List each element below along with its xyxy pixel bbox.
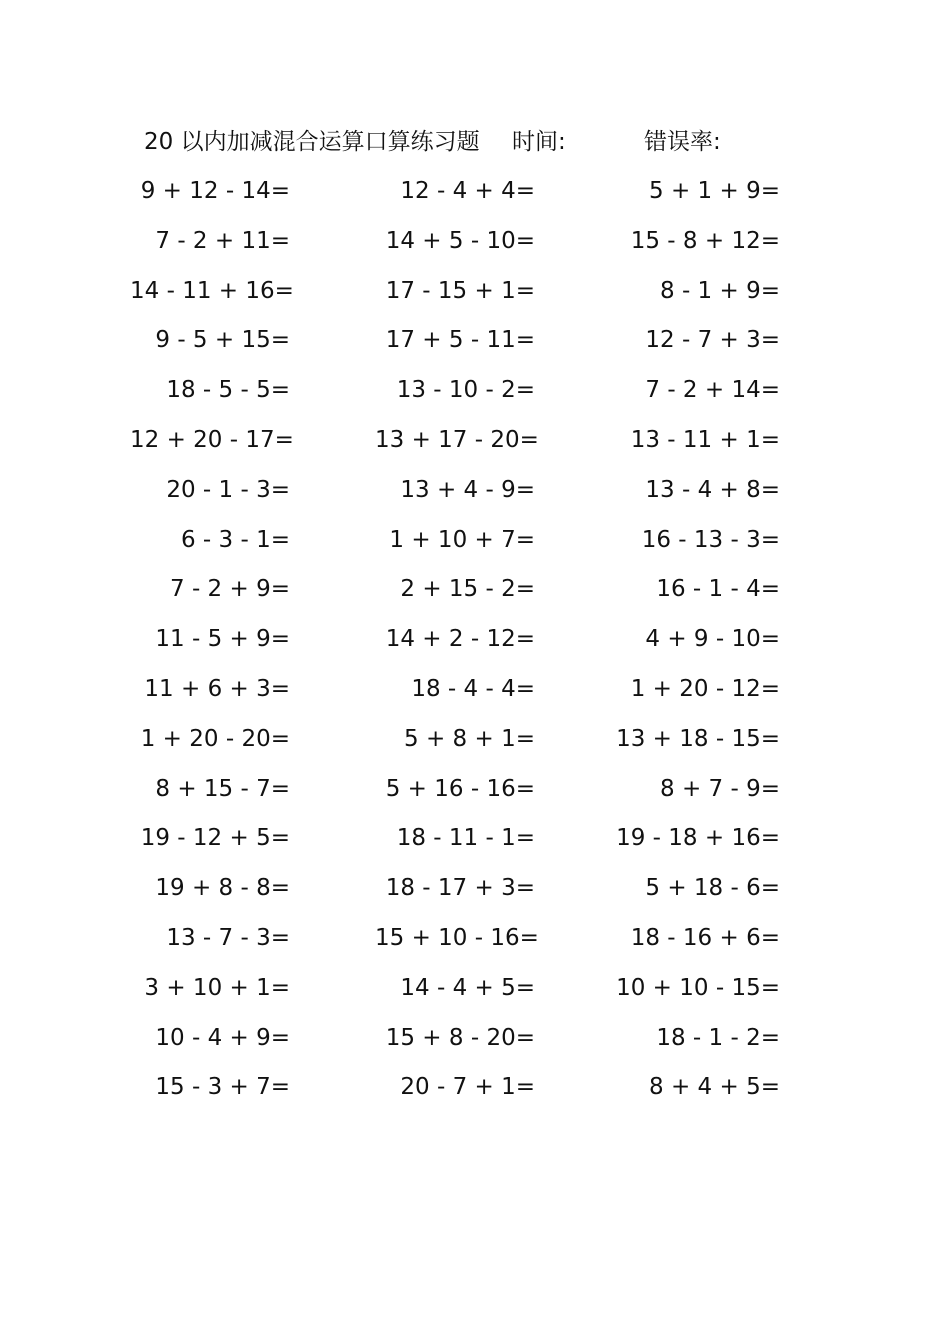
time-label: 时间:	[512, 129, 566, 155]
math-problem: 17 + 5 - 11=	[385, 327, 535, 354]
math-problem: 13 + 18 - 15=	[616, 725, 780, 752]
math-problem: 5 + 18 - 6=	[645, 875, 780, 902]
math-problem: 8 + 4 + 5=	[649, 1074, 780, 1101]
math-problem: 17 - 15 + 1=	[385, 277, 535, 304]
math-problem: 18 - 16 + 6=	[630, 924, 780, 951]
problem-row	[0, 620, 950, 670]
problem-row	[0, 321, 950, 371]
math-problem: 20 - 7 + 1=	[400, 1074, 535, 1101]
problem-row	[0, 869, 950, 919]
math-problem: 13 - 10 - 2=	[396, 377, 535, 404]
problem-grid	[0, 172, 950, 1118]
math-problem: 15 + 8 - 20=	[385, 1024, 535, 1051]
math-problem: 18 - 4 - 4=	[411, 675, 535, 702]
math-problem: 6 - 3 - 1=	[180, 526, 290, 553]
math-problem: 9 + 12 - 14=	[140, 178, 290, 204]
math-problem: 19 + 8 - 8=	[155, 875, 290, 902]
problem-row	[0, 969, 950, 1019]
worksheet-header	[0, 124, 950, 160]
math-problem: 13 - 4 + 8=	[645, 476, 780, 503]
math-problem: 4 + 9 - 10=	[645, 626, 780, 653]
math-problem: 7 - 2 + 11=	[155, 227, 290, 254]
math-problem: 8 + 7 - 9=	[660, 775, 780, 802]
math-problem: 20 - 1 - 3=	[166, 476, 290, 503]
math-problem: 10 + 10 - 15=	[616, 974, 780, 1001]
math-problem: 15 + 10 - 16=	[375, 924, 539, 951]
problem-row	[0, 720, 950, 770]
math-problem: 12 + 20 - 17=	[130, 426, 294, 453]
math-problem: 13 - 7 - 3=	[166, 924, 290, 951]
math-problem: 1 + 20 - 12=	[630, 675, 780, 702]
problem-row	[0, 421, 950, 471]
math-problem: 19 - 12 + 5=	[140, 825, 290, 852]
math-problem: 5 + 16 - 16=	[385, 775, 535, 802]
math-problem: 7 - 2 + 9=	[170, 576, 290, 603]
math-problem: 13 - 11 + 1=	[630, 426, 780, 453]
problem-row	[0, 1019, 950, 1069]
problem-row	[0, 371, 950, 421]
math-problem: 18 - 11 - 1=	[396, 825, 535, 852]
math-problem: 5 + 8 + 1=	[404, 725, 535, 752]
math-problem: 10 - 4 + 9=	[155, 1024, 290, 1051]
math-problem: 14 + 2 - 12=	[385, 626, 535, 653]
math-problem: 16 - 1 - 4=	[656, 576, 780, 603]
math-problem: 11 - 5 + 9=	[155, 626, 290, 653]
math-problem: 7 - 2 + 14=	[645, 377, 780, 404]
math-problem: 19 - 18 + 16=	[616, 825, 780, 852]
problem-row	[0, 919, 950, 969]
math-problem: 11 + 6 + 3=	[144, 675, 290, 702]
problem-row	[0, 521, 950, 571]
math-problem: 14 - 4 + 5=	[400, 974, 535, 1001]
math-problem: 9 - 5 + 15=	[155, 327, 290, 354]
math-problem: 15 - 3 + 7=	[155, 1074, 290, 1101]
problem-row	[0, 172, 950, 222]
math-problem: 8 + 15 - 7=	[155, 775, 290, 802]
problem-row	[0, 819, 950, 869]
math-problem: 2 + 15 - 2=	[400, 576, 535, 603]
math-problem: 1 + 10 + 7=	[389, 526, 535, 553]
problem-row	[0, 471, 950, 521]
problem-row	[0, 670, 950, 720]
math-problem: 1 + 20 - 20=	[140, 725, 290, 752]
error-rate-label: 错误率:	[644, 129, 721, 155]
problem-row	[0, 222, 950, 272]
math-problem: 15 - 8 + 12=	[630, 227, 780, 254]
math-problem: 12 - 4 + 4=	[400, 178, 535, 204]
math-problem: 13 + 17 - 20=	[375, 426, 539, 453]
problem-row	[0, 570, 950, 620]
math-problem: 12 - 7 + 3=	[645, 327, 780, 354]
math-problem: 16 - 13 - 3=	[641, 526, 780, 553]
math-problem: 18 - 17 + 3=	[385, 875, 535, 902]
math-problem: 8 - 1 + 9=	[660, 277, 780, 304]
math-problem: 18 - 5 - 5=	[166, 377, 290, 404]
math-problem: 14 - 11 + 16=	[130, 277, 294, 304]
math-problem: 5 + 1 + 9=	[649, 178, 780, 204]
problem-row	[0, 1068, 950, 1118]
worksheet-title: 20 以内加减混合运算口算练习题	[144, 129, 480, 155]
math-problem: 18 - 1 - 2=	[656, 1024, 780, 1051]
problem-row	[0, 770, 950, 820]
math-problem: 3 + 10 + 1=	[144, 974, 290, 1001]
problem-row	[0, 272, 950, 322]
math-problem: 13 + 4 - 9=	[400, 476, 535, 503]
math-problem: 14 + 5 - 10=	[385, 227, 535, 254]
